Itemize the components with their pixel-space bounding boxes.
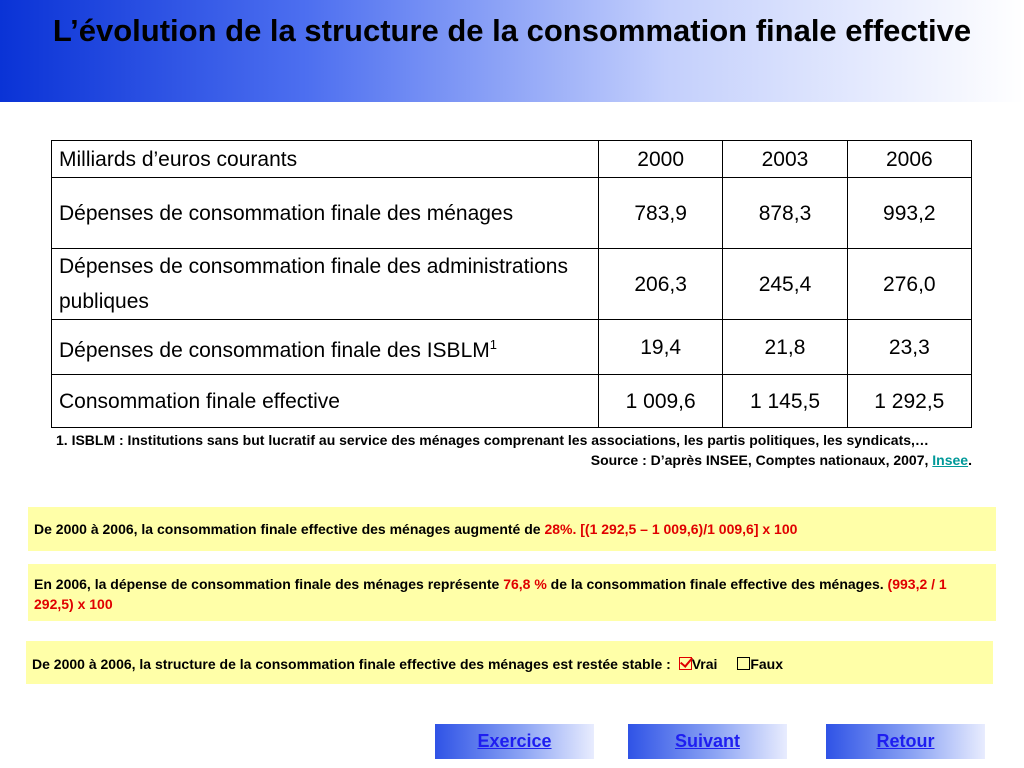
exercise-button[interactable]: Exercice <box>435 724 594 759</box>
row-label: Dépenses de consommation finale des administrations publiques <box>52 249 599 320</box>
footnote-text: 1. ISBLM : Institutions sans but lucratif au service des ménages comprenant les associations, les partis politiques, les syndicats,… <box>56 432 929 448</box>
share-text-before: En 2006, la dépense de consommation finale des ménages représente <box>34 576 504 592</box>
table-cell: 878,3 <box>723 178 847 249</box>
insee-link[interactable]: Insee <box>932 452 969 468</box>
share-text-after: de la consommation finale effective des ménages. <box>546 576 884 592</box>
growth-statement-text: De 2000 à 2006, la consommation finale effective des ménages augmenté de <box>34 521 545 537</box>
option-true[interactable] <box>675 656 718 672</box>
source-line <box>591 450 972 470</box>
table-row <box>52 249 972 320</box>
row-label-cell <box>52 320 599 375</box>
row-label: Consommation finale effective <box>52 375 599 428</box>
table-cell: 1 009,6 <box>599 375 723 428</box>
source-text: Source : D’après INSEE, Comptes nationaux, 2007, <box>590 452 933 468</box>
row-label: Dépenses de consommation finale des ménages <box>52 178 599 249</box>
table-cell: 276,0 <box>847 249 971 320</box>
table-header-label: Milliards d’euros courants <box>52 141 599 178</box>
stability-question-text: De 2000 à 2006, la structure de la consommation finale effective des ménages est restée stable : <box>32 656 675 672</box>
next-button[interactable]: Suivant <box>628 724 787 759</box>
table-cell: 1 292,5 <box>847 375 971 428</box>
table-cell: 783,9 <box>599 178 723 249</box>
table-header-year: 2003 <box>723 141 847 178</box>
option-false-label: Faux <box>750 656 784 672</box>
growth-statement-box <box>28 507 996 551</box>
share-formula: (993,2 / 1 292,5) x 100 <box>34 576 947 612</box>
table-cell: 19,4 <box>599 320 723 375</box>
table-header-row <box>52 141 972 178</box>
table-cell: 993,2 <box>847 178 971 249</box>
table-cell: 23,3 <box>847 320 971 375</box>
option-true-label: Vrai <box>691 656 718 672</box>
table-row <box>52 320 972 375</box>
growth-highlight: 28%. <box>544 521 577 537</box>
footnote-marker: 1 <box>489 336 497 352</box>
share-statement-box <box>28 564 996 621</box>
table-cell: 245,4 <box>723 249 847 320</box>
table-header-year: 2006 <box>847 141 971 178</box>
back-button[interactable]: Retour <box>826 724 985 759</box>
footnote <box>56 430 972 470</box>
stability-question-box <box>26 641 993 684</box>
table-cell: 206,3 <box>599 249 723 320</box>
share-highlight: 76,8 % <box>503 576 547 592</box>
row-label: Dépenses de consommation finale des ISBLM <box>59 338 490 362</box>
table-header-year: 2000 <box>599 141 723 178</box>
page-title: L’évolution de la structure de la consommation finale effective <box>52 13 972 48</box>
table-row <box>52 178 972 249</box>
empty-checkbox-icon[interactable] <box>737 657 750 670</box>
consumption-table <box>51 140 972 428</box>
checked-checkbox-icon[interactable] <box>679 657 692 670</box>
table-row <box>52 375 972 428</box>
option-false[interactable] <box>733 656 783 672</box>
table-cell: 21,8 <box>723 320 847 375</box>
table-cell: 1 145,5 <box>723 375 847 428</box>
source-end: . <box>968 452 972 468</box>
growth-formula: [(1 292,5 – 1 009,6)/1 009,6] x 100 <box>576 521 798 537</box>
